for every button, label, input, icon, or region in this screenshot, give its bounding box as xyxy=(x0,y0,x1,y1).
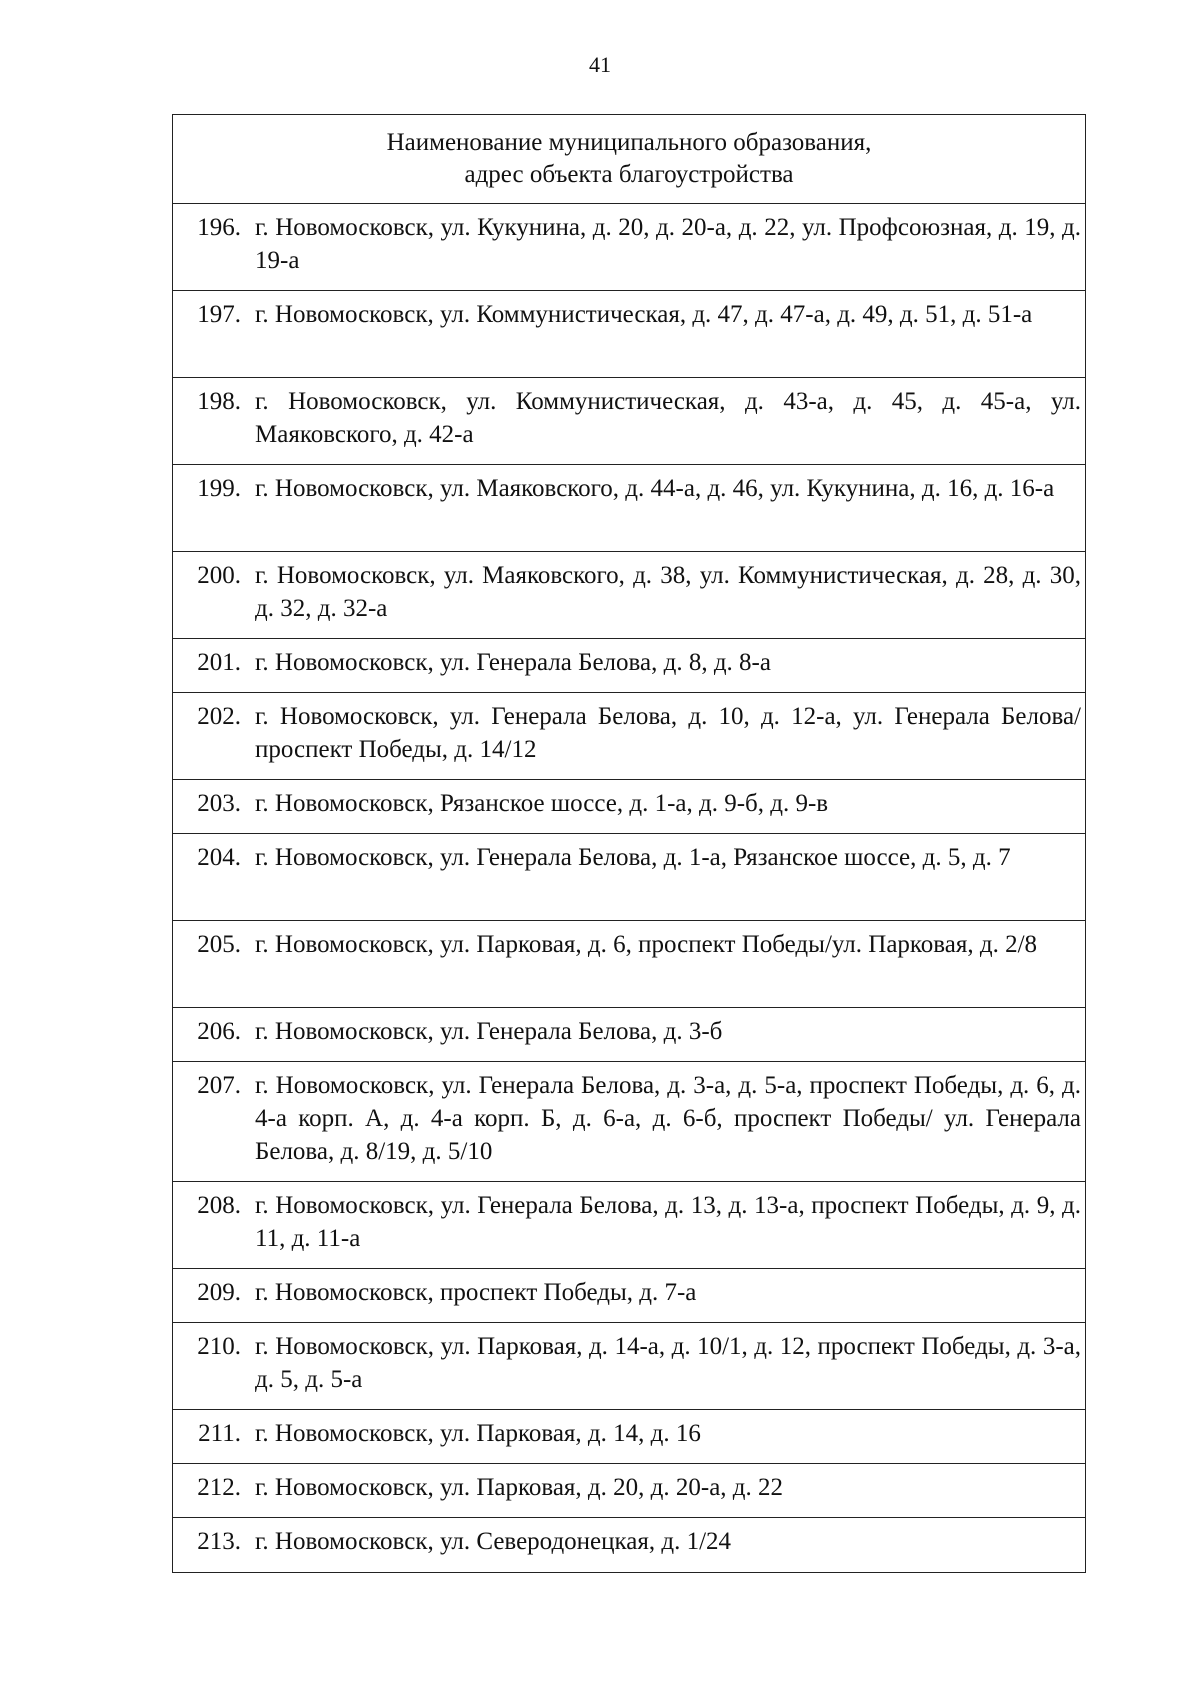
row-address: г. Новомосковск, ул. Парковая, д. 14-а, д. 10/1, д. 12, проспект Победы, д. 3-а, д. 5, д. 5-а xyxy=(255,1333,1081,1393)
table-row xyxy=(173,693,1085,780)
row-address: г. Новомосковск, ул. Парковая, д. 20, д. 20-а, д. 22 xyxy=(255,1474,784,1501)
row-number: 200. xyxy=(197,562,241,589)
row-address: г. Новомосковск, проспект Победы, д. 7-а xyxy=(255,1279,697,1306)
table-row xyxy=(173,1464,1085,1518)
row-address: г. Новомосковск, ул. Парковая, д. 14, д. 16 xyxy=(255,1420,701,1447)
table-row xyxy=(173,780,1085,834)
row-address: г. Новомосковск, ул. Коммунистическая, д. 47, д. 47-а, д. 49, д. 51, д. 51-а xyxy=(255,301,1033,328)
row-number: 201. xyxy=(197,649,241,676)
row-address: г. Новомосковск, ул. Маяковского, д. 44-а, д. 46, ул. Кукунина, д. 16, д. 16-а xyxy=(255,475,1055,502)
header-line-2: адрес объекта благоустройства xyxy=(464,161,794,188)
table-row xyxy=(173,1410,1085,1464)
row-number: 202. xyxy=(197,703,241,730)
row-number: 211. xyxy=(198,1420,241,1447)
table-row xyxy=(173,1269,1085,1323)
table-row xyxy=(173,639,1085,693)
table-row xyxy=(173,291,1085,378)
row-address: г. Новомосковск, ул. Генерала Белова, д. 3-б xyxy=(255,1018,723,1045)
header-line-1: Наименование муниципального образования, xyxy=(386,129,872,156)
row-number: 210. xyxy=(197,1333,241,1360)
row-number: 206. xyxy=(197,1018,241,1045)
table-row xyxy=(173,1518,1085,1572)
row-number: 196. xyxy=(197,214,241,241)
row-number: 212. xyxy=(197,1474,241,1501)
row-number: 198. xyxy=(197,388,241,415)
row-address: г. Новомосковск, ул. Кукунина, д. 20, д. 20-а, д. 22, ул. Профсоюзная, д. 19, д. 19-а xyxy=(255,214,1081,274)
table-row xyxy=(173,1062,1085,1182)
row-address: г. Новомосковск, ул. Маяковского, д. 38, ул. Коммунистическая, д. 28, д. 30, д. 32, д. 32-а xyxy=(255,562,1081,622)
row-address: г. Новомосковск, ул. Генерала Белова, д. 8, д. 8-а xyxy=(255,649,771,676)
table-row xyxy=(173,1008,1085,1062)
table-row xyxy=(173,834,1085,921)
page-number: 41 xyxy=(589,52,611,77)
row-number: 213. xyxy=(197,1528,241,1555)
row-address: г. Новомосковск, ул. Парковая, д. 6, проспект Победы/ул. Парковая, д. 2/8 xyxy=(255,931,1038,958)
row-address: г. Новомосковск, ул. Генерала Белова, д. 10, д. 12-а, ул. Генерала Белова/проспект Победы, д. 14/12 xyxy=(255,703,1081,763)
table-row xyxy=(173,465,1085,552)
table-row xyxy=(173,204,1085,291)
row-number: 207. xyxy=(197,1072,241,1099)
row-address: г. Новомосковск, ул. Северодонецкая, д. 1/24 xyxy=(255,1528,732,1555)
row-address: г. Новомосковск, ул. Генерала Белова, д. 3-а, д. 5-а, проспект Победы, д. 6, д. 4-а корп. А, д. 4-а корп. Б, д. 6-а, д. 6-б, проспект Победы/ ул. Генерала Белова, д. 8/19, д. 5/10 xyxy=(255,1072,1081,1165)
row-number: 203. xyxy=(197,790,241,817)
table-row xyxy=(173,552,1085,639)
table-row xyxy=(173,378,1085,465)
table-header xyxy=(173,115,1085,204)
row-number: 197. xyxy=(197,301,241,328)
row-number: 205. xyxy=(197,931,241,958)
row-number: 199. xyxy=(197,475,241,502)
row-address: г. Новомосковск, ул. Генерала Белова, д. 13, д. 13-а, проспект Победы, д. 9, д. 11, д. 11-а xyxy=(255,1192,1081,1252)
table-row xyxy=(173,921,1085,1008)
address-table xyxy=(172,114,1086,1573)
table-row xyxy=(173,1182,1085,1269)
table-row xyxy=(173,1323,1085,1410)
row-number: 209. xyxy=(197,1279,241,1306)
row-number: 204. xyxy=(197,844,241,871)
row-address: г. Новомосковск, ул. Генерала Белова, д. 1-а, Рязанское шоссе, д. 5, д. 7 xyxy=(255,844,1011,871)
row-number: 208. xyxy=(197,1192,241,1219)
row-address: г. Новомосковск, Рязанское шоссе, д. 1-а, д. 9-б, д. 9-в xyxy=(255,790,829,817)
row-address: г. Новомосковск, ул. Коммунистическая, д. 43-а, д. 45, д. 45-а, ул. Маяковского, д. 42-а xyxy=(255,388,1081,448)
